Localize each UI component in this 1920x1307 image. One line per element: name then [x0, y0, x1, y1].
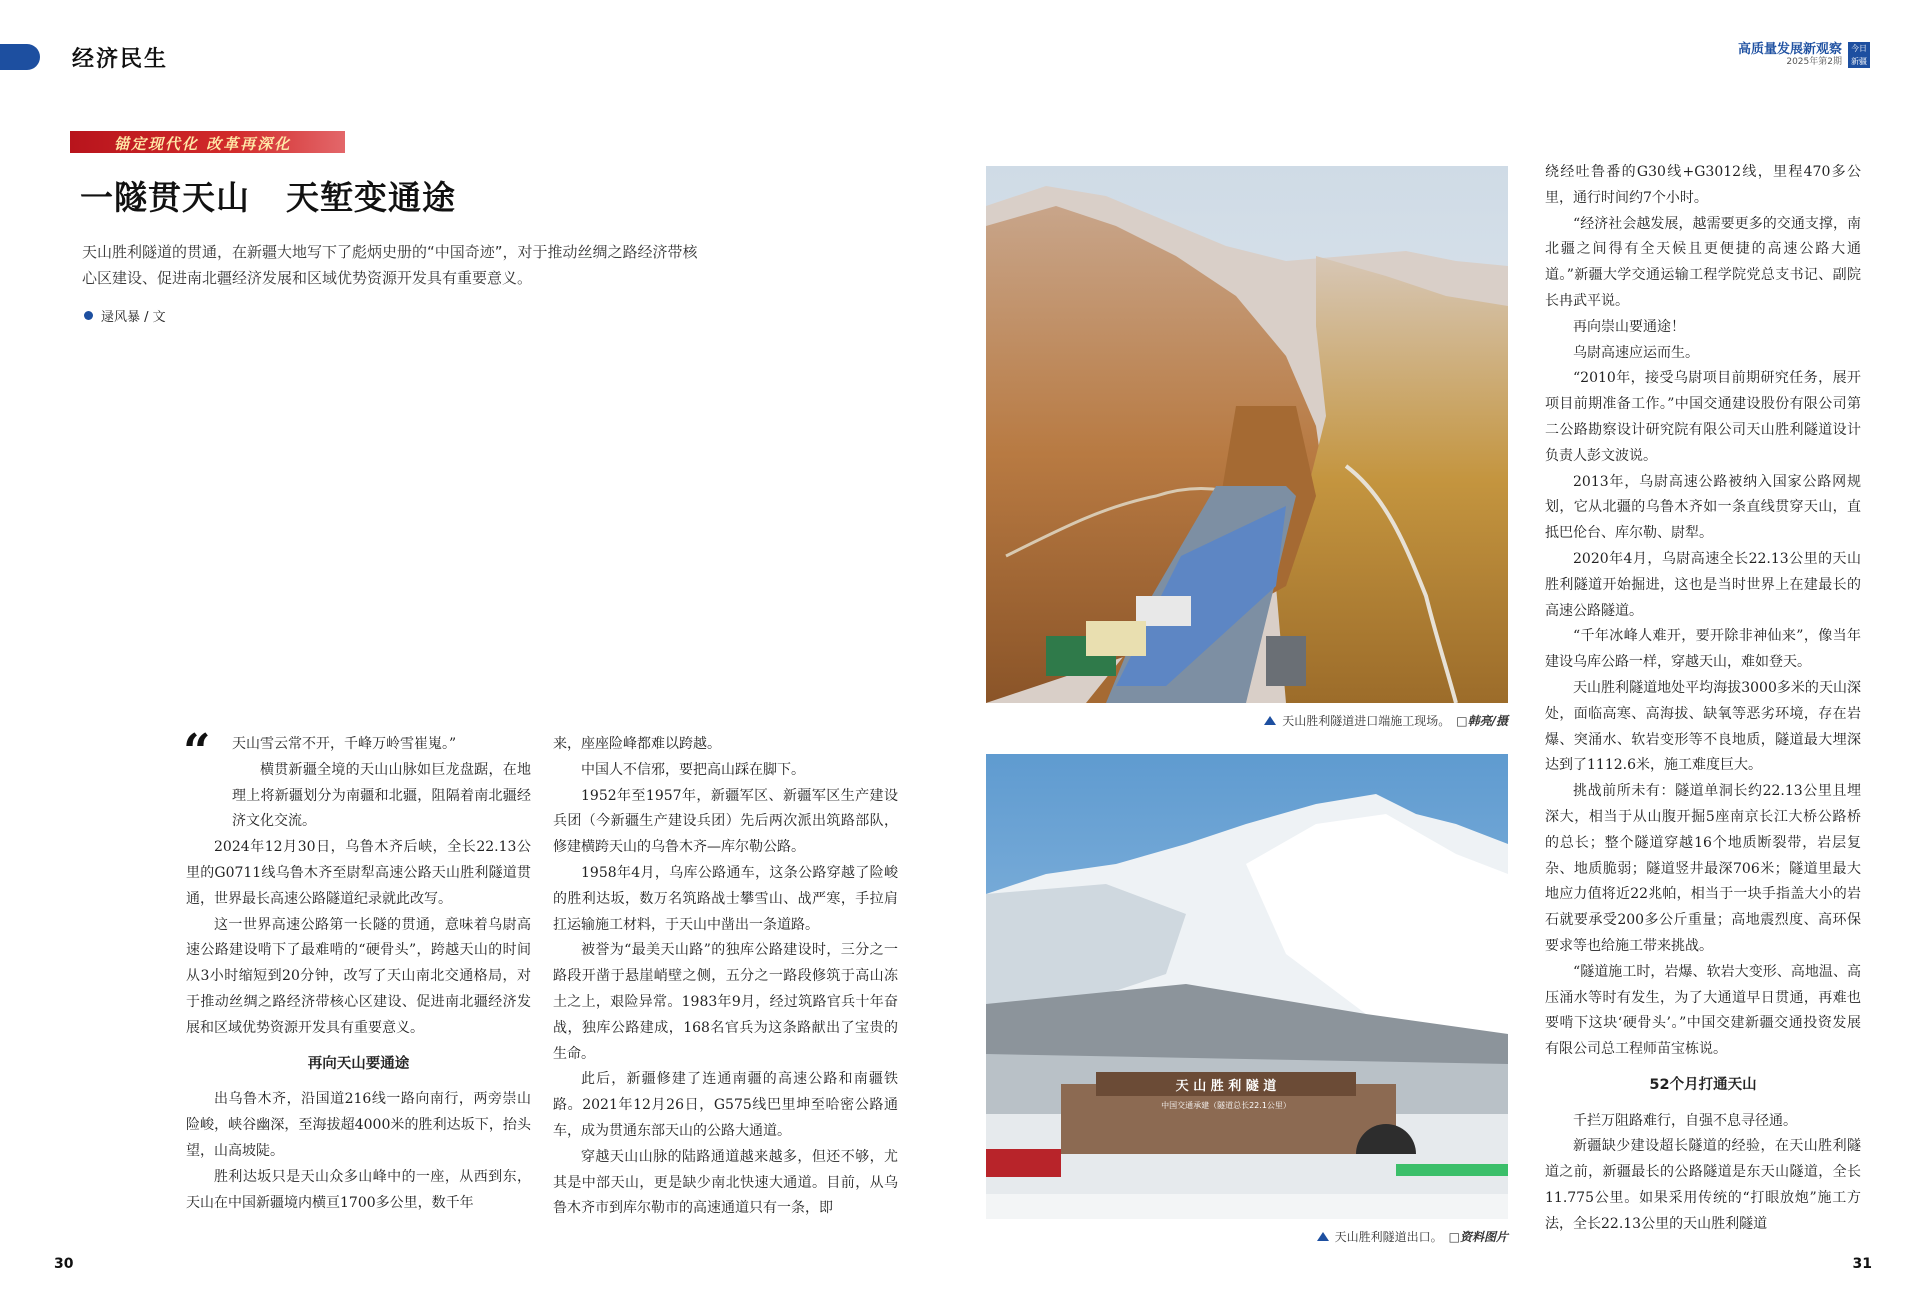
paragraph: 天山胜利隧道地处平均海拔3000多米的天山深处，面临高寒、高海拔、缺氧等恶劣环境，存在岩爆、突涌水、软岩变形等不良地质，隧道最大埋深达到了1112.6米，施工难度巨大。: [1545, 679, 1861, 774]
body-column-1: [186, 732, 531, 1216]
paragraph: 穿越天山山脉的陆路通道越来越多，但还不够，尤其是中部天山，更是缺少南北快速大通道。目前，从乌鲁木齐市到库尔勒市的高速通道只有一条，即: [553, 1148, 898, 1217]
subheading: 再向天山要通途: [307, 1055, 410, 1072]
paragraph: 1958年4月，乌库公路通车，这条公路穿越了险峻的胜利达坂，数万名筑路战士攀雪山、战严寒，手拉肩扛运输施工材料，于天山中凿出一条道路。: [553, 864, 898, 933]
paragraph: “经济社会越发展，越需要更多的交通支撑，南北疆之间得有全天候且更便捷的高速公路大通道。”新疆大学交通运输工程学院党总支书记、副院长冉武平说。: [1545, 215, 1861, 309]
section-title: 经济民生: [72, 46, 169, 72]
article-lead: 天山胜利隧道的贯通，在新疆大地写下了彪炳史册的“中国奇迹”，对于推动丝绸之路经济带核心区建设、促进南北疆经济发展和区域优势资源开发具有重要意义。: [82, 243, 698, 287]
body-column-3: [1545, 160, 1861, 1238]
paragraph: 天山雪云常不开，千峰万岭雪崔嵬。”: [232, 736, 457, 752]
photo-tunnel-exit: [986, 754, 1508, 1219]
photo-credit: □资料图片: [1448, 1230, 1508, 1244]
paragraph: “2010年，接受乌尉项目前期研究任务，展开项目前期准备工作。”中国交通建设股份有限公司第二公路勘察设计研究院有限公司天山胜利隧道设计负责人彭文波说。: [1545, 370, 1861, 464]
author-name: 逯风暴 / 文: [101, 310, 166, 325]
column-banner: [70, 131, 345, 153]
paragraph: 中国人不信邪，要把高山踩在脚下。: [581, 761, 805, 778]
subheading: 52个月打通天山: [1649, 1076, 1757, 1093]
photo-illustration: [986, 166, 1508, 703]
paragraph: 2024年12月30日，乌鲁木齐后峡，全长22.13公里的G0711线乌鲁木齐至尉犁高速公路天山胜利隧道贯通，世界最长高速公路隧道纪录就此改写。: [186, 839, 531, 907]
caption-text: 天山胜利隧道出口。: [1334, 1230, 1443, 1244]
banner-text: 锚定现代化 改革再深化: [114, 135, 292, 153]
tunnel-subsign-text: 中国交通承建（隧道总长22.1公里）: [1161, 1101, 1291, 1110]
paragraph: “千年冰峰人难开，要开除非神仙来”，像当年建设乌库公路一样，穿越天山，难如登天。: [1545, 628, 1861, 671]
brand-logo: 今日新疆: [1848, 42, 1870, 68]
page-number-right: 31: [1852, 1256, 1872, 1272]
article-headline: [80, 172, 456, 219]
quote-mark-icon: “: [183, 724, 211, 780]
paragraph: 挑战前所未有：隧道单洞长约22.13公里且埋深大，相当于从山腹开掘5座南京长江大桥公路桥的总长；整个隧道穿越16个地质断裂带，岩层复杂、地质脆弱；隧道竖井最深706米；隧道里最大地应力值将近22兆帕，相当于一块手指盖大小的岩石就要承受200多公斤重量；高地震烈度、高环保要求等也给施工带来挑战。: [1545, 783, 1861, 954]
paragraph: 来，座座险峰都难以跨越。: [553, 736, 721, 752]
paragraph: 绕经吐鲁番的G30线+G3012线，里程470多公里，通行时间约7个小时。: [1545, 164, 1861, 206]
caption-text: 天山胜利隧道进口端施工现场。: [1282, 714, 1451, 728]
brand-issue: 2025年第2期: [1786, 57, 1842, 67]
brand-name: 高质量发展新观察: [1737, 42, 1842, 57]
photo1-caption: [1264, 712, 1508, 729]
body-column-2: [553, 732, 898, 1222]
paragraph: 千拦万阻路难行，自强不息寻径通。: [1573, 1112, 1797, 1129]
caption-triangle-icon: [1317, 1232, 1329, 1241]
paragraph: 乌尉高速应运而生。: [1573, 344, 1699, 361]
bullet-dot-icon: [84, 311, 93, 320]
brand-text: [1738, 42, 1842, 68]
paragraph: “隧道施工时，岩爆、软岩大变形、高地温、高压涌水等时有发生，为了大通道早日贯通，再难也要啃下这块‘硬骨头’。”中国交建新疆交通投资发展有限公司总工程师苗宝栋说。: [1545, 963, 1861, 1058]
photo2-caption: [1317, 1228, 1508, 1245]
paragraph: 1952年至1957年，新疆军区、新疆军区生产建设兵团（今新疆生产建设兵团）先后两次派出筑路部队，修建横跨天山的乌鲁木齐—库尔勒公路。: [553, 787, 898, 856]
paragraph: 横贯新疆全境的天山山脉如巨龙盘踞，在地理上将新疆划分为南疆和北疆，阻隔着南北疆经济文化交流。: [232, 761, 531, 830]
section-tab-marker: [0, 44, 40, 70]
caption-triangle-icon: [1264, 716, 1276, 725]
paragraph: 这一世界高速公路第一长隧的贯通，意味着乌尉高速公路建设啃下了最难啃的“硬骨头”，跨越天山的时间从3小时缩短到20分钟，改写了天山南北交通格局，对于推动丝绸之路经济带核心区建设、促进南北疆经济发展和区域优势资源开发具有重要意义。: [186, 916, 531, 1036]
headline-part-1: 一隧贯天山: [80, 178, 250, 217]
paragraph: 出乌鲁木齐，沿国道216线一路向南行，两旁崇山险峻，峡谷幽深，至海拔超4000米的胜利达坂下，抬头望，山高坡陡。: [186, 1091, 531, 1159]
paragraph: 再向崇山要通途！: [1573, 318, 1685, 335]
paragraph: 2020年4月，乌尉高速全长22.13公里的天山胜利隧道开始掘进，这也是当时世界上在建最长的高速公路隧道。: [1545, 550, 1861, 619]
author-line: [84, 306, 166, 325]
paragraph: 2013年，乌尉高速公路被纳入国家公路网规划，它从北疆的乌鲁木齐如一条直线贯穿天山，直抵巴伦台、库尔勒、尉犁。: [1545, 473, 1861, 542]
paragraph: 此后，新疆修建了连通南疆的高速公路和南疆铁路。2021年12月26日，G575线巴里坤至哈密公路通车，成为贯通东部天山的公路大通道。: [553, 1071, 898, 1139]
headline-part-2: 天堑变通途: [286, 178, 456, 217]
page-number-left: 30: [54, 1256, 74, 1272]
paragraph: 被誉为“最美天山路”的独库公路建设时，三分之一路段开凿于悬崖峭壁之侧，五分之一路段修筑于高山冻土之上，艰险异常。1983年9月，经过筑路官兵十年奋战，独库公路建成，168名官兵为这条路献出了宝贵的生命。: [553, 942, 898, 1062]
photo-tunnel-entrance-construction: [986, 166, 1508, 703]
paragraph: 新疆缺少建设超长隧道的经验，在天山胜利隧道之前，新疆最长的公路隧道是东天山隧道，全长11.775公里。如果采用传统的“打眼放炮”施工方法，全长22.13公里的天山胜利隧道: [1545, 1138, 1861, 1232]
magazine-brand: [1738, 42, 1870, 68]
tunnel-sign-text: 天 山 胜 利 隧 道: [1175, 1079, 1277, 1094]
photo-credit: □韩亮/摄: [1456, 714, 1508, 728]
photo-illustration: [986, 754, 1508, 1219]
paragraph: 胜利达坂只是天山众多山峰中的一座，从西到东，天山在中国新疆境内横亘1700多公里，数千年: [186, 1168, 531, 1211]
